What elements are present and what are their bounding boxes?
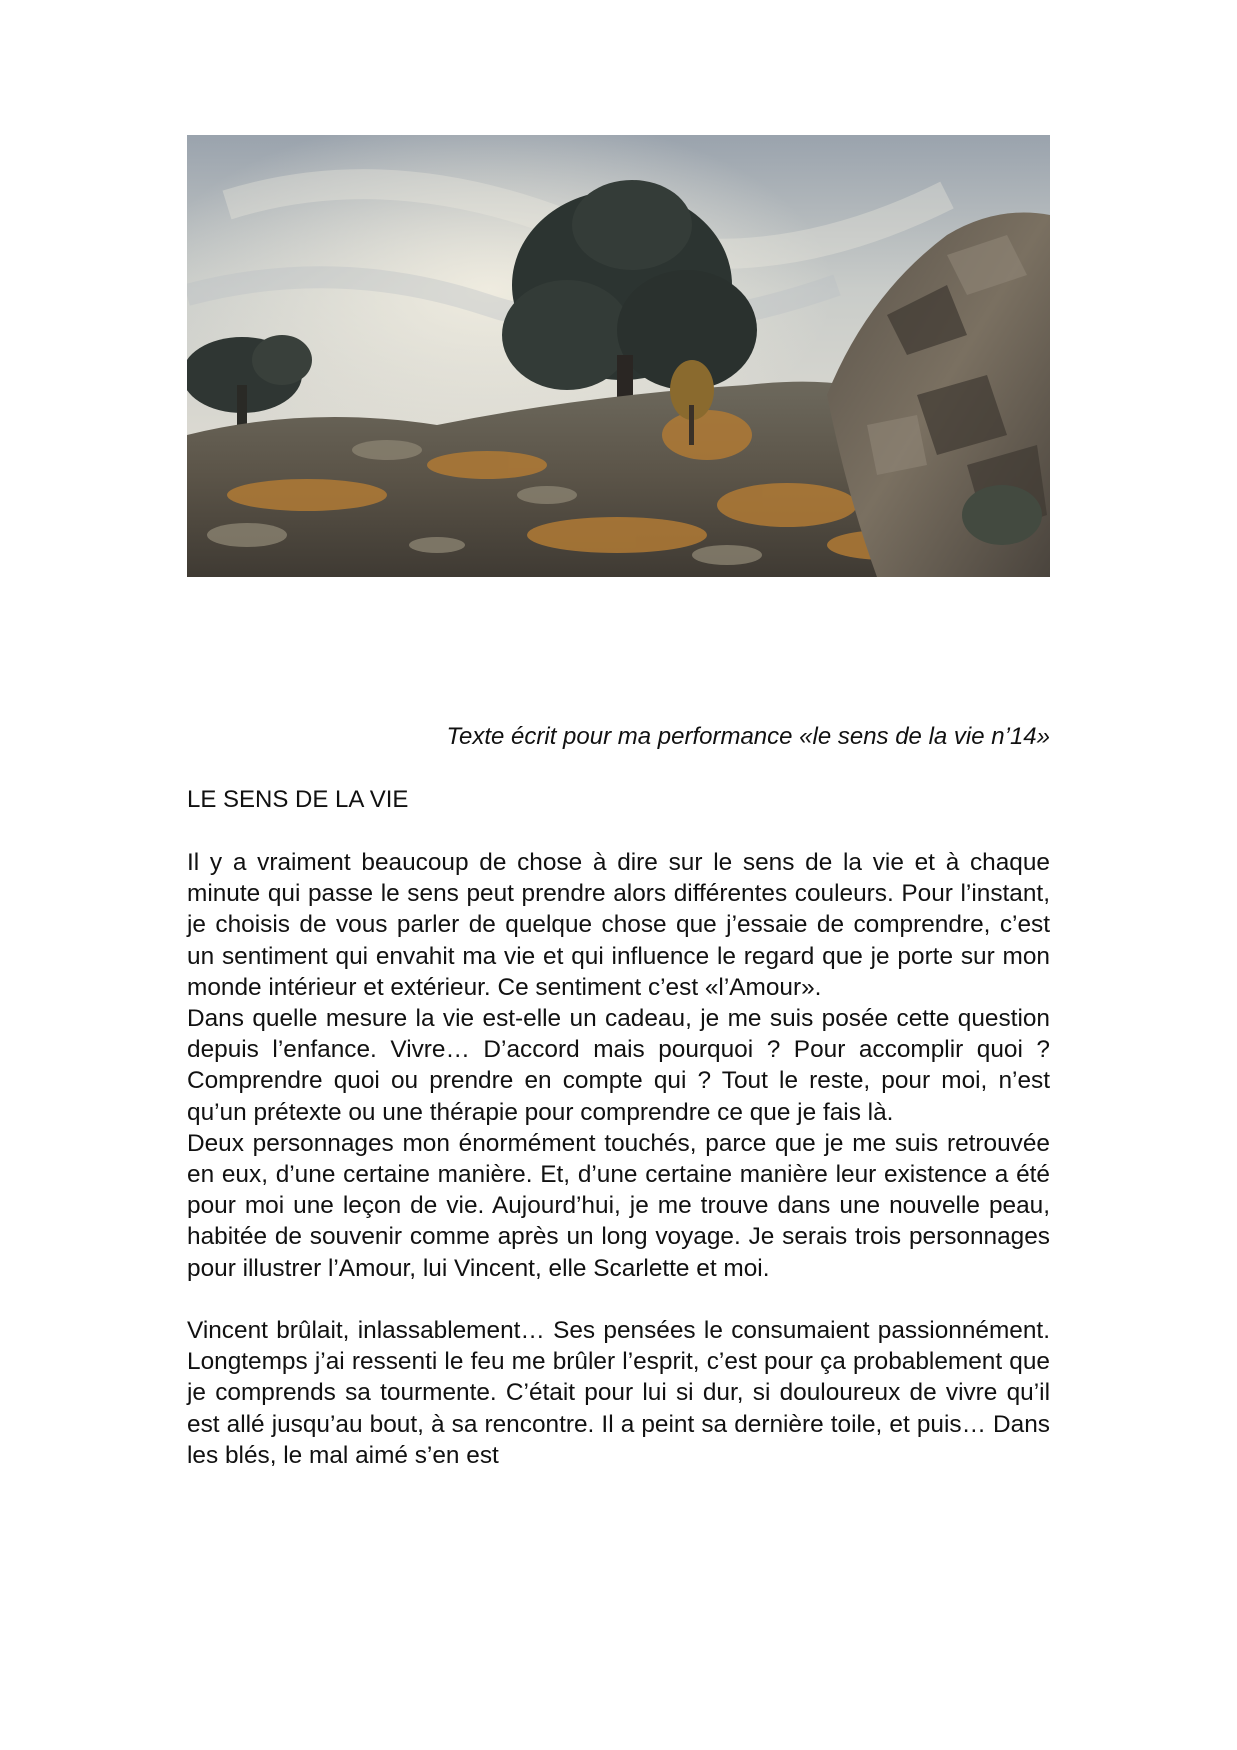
paragraph-vincent: Vincent brûlait, inlassablement… Ses pensées le consumaient passionnément. Longtemps j’ai ressenti le feu me brûler l’esprit, c’est pour ça probablement que je comprends sa tourmente. C’était pour lui si dur, si douloureux de vivre qu’il est allé jusqu’au bout, à sa rencontre. Il a peint sa dernière toile, et puis… Dans les blés, le mal aimé s’en est xyxy=(187,1317,1050,1469)
landscape-photo xyxy=(187,135,1050,577)
paragraph-characters: Deux personnages mon énormément touchés, parce que je me suis retrouvée en eux, d’une certaine manière. Et, d’une certaine manière leur existence a été pour moi une leçon de vie. Aujourd’hui, je me trouve dans une nouvelle peau, habitée de souvenir comme après un long voyage. Je serais trois personnages pour illustrer l’Amour, lui Vincent, elle Scarlette et moi. xyxy=(187,1129,1050,1282)
paragraph-question: Dans quelle mesure la vie est-elle un cadeau, je me suis posée cette question depuis l’enfance. Vivre… D’accord mais pourquoi ? Pour accomplir quoi ? Comprendre quoi ou prendre en compte qui ? Tout le reste, pour moi, n’est qu’un prétexte ou une thérapie pour comprendre ce que je fais là. xyxy=(187,1005,1050,1126)
document-title: LE SENS DE LA VIE xyxy=(187,786,409,813)
performance-subtitle: Texte écrit pour ma performance «le sens de la vie n’14» xyxy=(446,723,1050,750)
body-text xyxy=(187,847,1050,1471)
paragraph-intro: Il y a vraiment beaucoup de chose à dire sur le sens de la vie et à chaque minute qui passe le sens peut prendre alors différentes couleurs. Pour l’instant, je choisis de vous parler de quelque chose que j’essaie de comprendre, c’est un sentiment qui envahit ma vie et qui influence le regard que je porte sur mon monde intérieur et extérieur. Ce sentiment c’est «l’Amour». xyxy=(187,849,1050,1001)
